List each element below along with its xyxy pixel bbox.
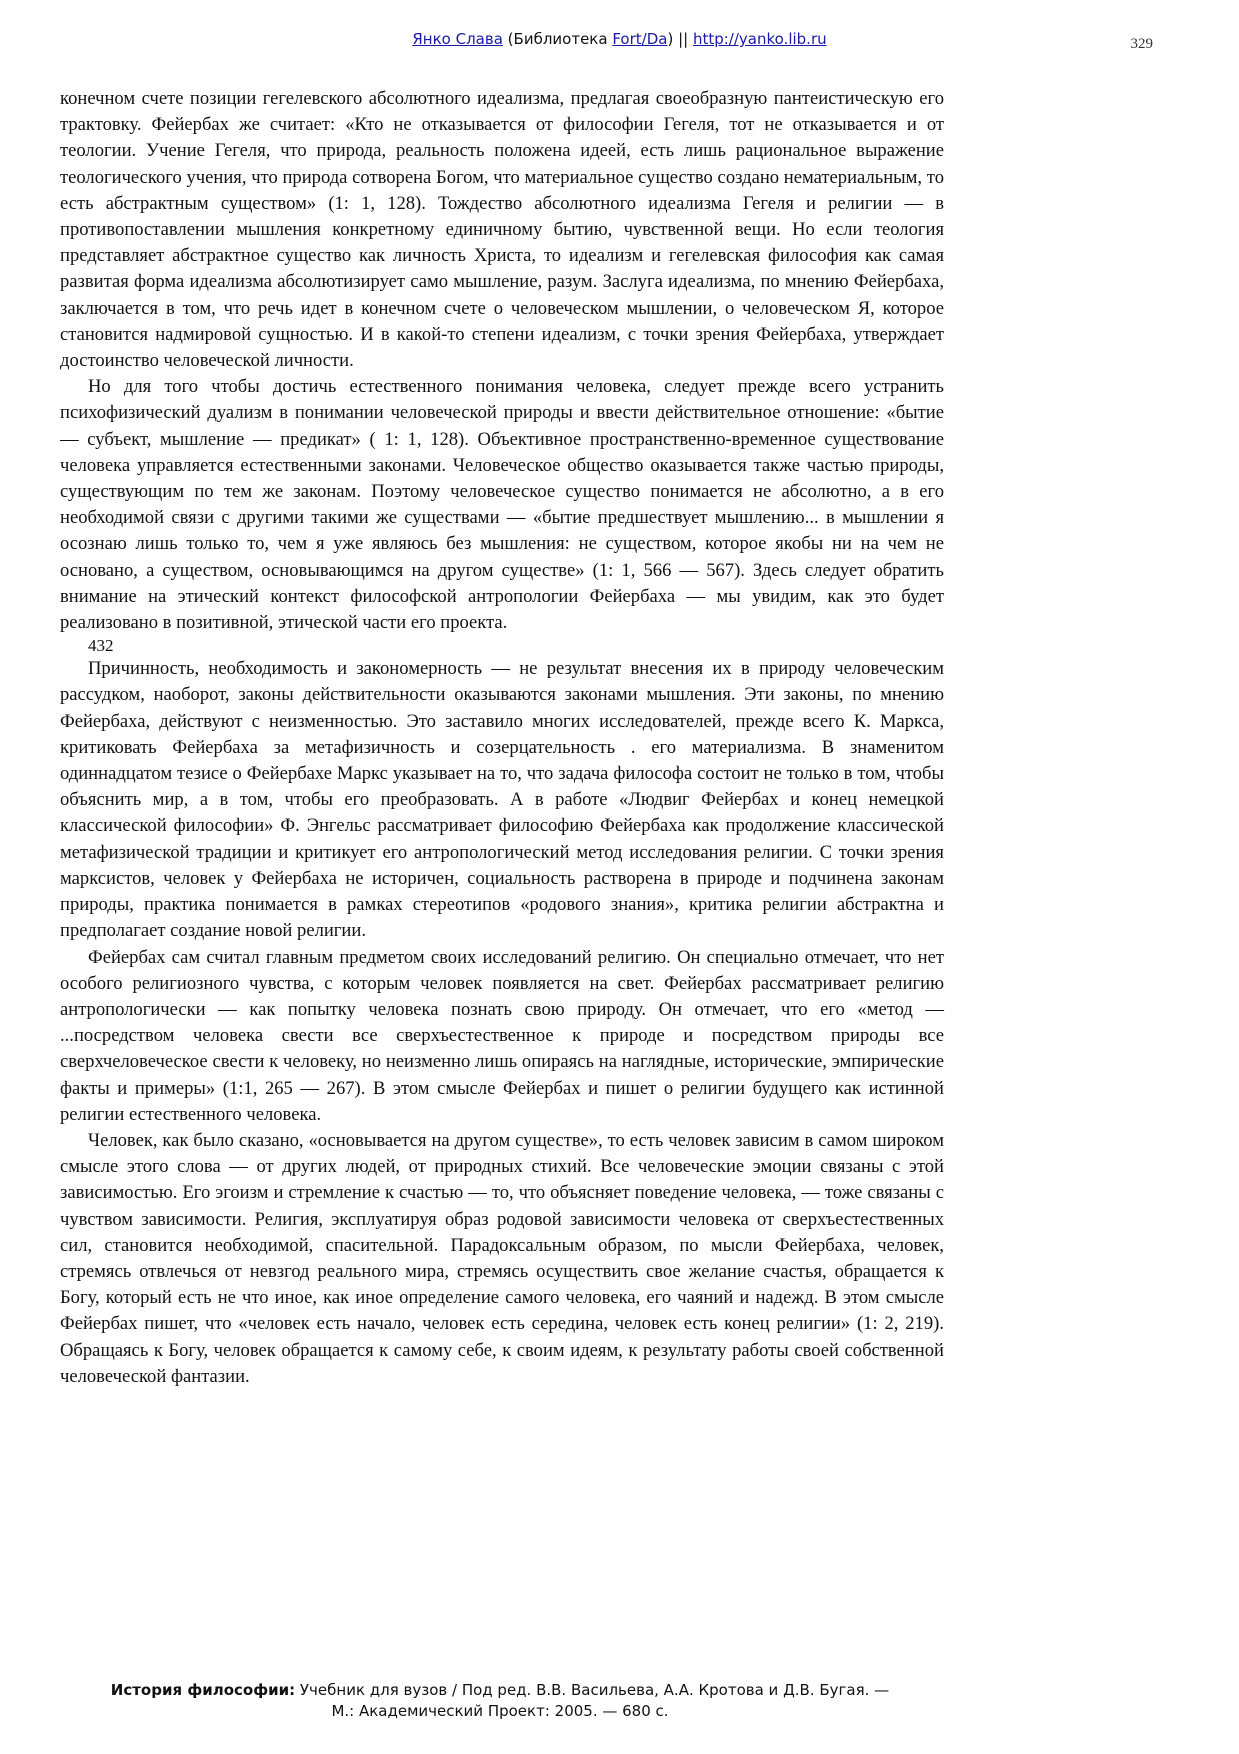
page-number: 329 [1130,36,1153,52]
citation-line-1: Учебник для вузов / Под ред. В.В. Васильева, А.А. Кротова и Д.В. Бугая. — [295,1681,890,1699]
book-citation [0,1680,1000,1722]
margin-page-number: 432 [88,636,114,656]
main-text [60,86,944,1390]
citation-line-2: М.: Академический Проект: 2005. — 680 с. [331,1702,669,1720]
library-label-open: (Библиотека [502,30,613,48]
page-header [0,30,1239,48]
library-label-close: ) || [667,30,693,48]
site-link[interactable]: http://yanko.lib.ru [692,30,827,48]
paragraph-1: конечном счете позиции гегелевского абсолютного идеализма, предлагая своеобразную пантеистическую его трактовку. Фейербах же считает: «Кто не отказывается от философии Гегеля, тот не отказывается и от теологии. Учение Гегеля, что природа, реальность положена идеей, есть лишь рациональное выражение теологического учения, что природа сотворена Богом, что материальное существо создано нематериальным, то есть абстрактным существом» (1: 1, 128). Тождество абсолютного идеализма Гегеля и религии — в противопоставлении мышления конкретному единичному бытию, чувственной вещи. Но если теология представляет абстрактное существо как личность Христа, то идеализм и гегелевская философия как самая развитая форма идеализма абсолютизирует само мышление, разум. Заслуга идеализма, по мнению Фейербаха, заключается в том, что речь идет в конечном счете о человеческом мышлении, о человеческом Я, которое становится надмировой сущностью. И в какой-то степени идеализм, с точки зрения Фейербаха, утверждает достоинство человеческой личности. [60,88,944,372]
fortda-link[interactable]: Fort/Da [612,30,668,48]
book-title: История философии: [110,1681,296,1699]
paragraph-4: Фейербах сам считал главным предметом своих исследований религию. Он специально отмечает, что нет особого религиозного чувства, с которым человек появляется на свет. Фейербах рассматривает религию антропологически — как попытку человека познать свою природу. Он отмечает, что его «метод — ...посредством человека свести все сверхъестественное к природе и посредством природы все сверхчеловеческое свести к человеку, но неизменно лишь опираясь на наглядные, исторические, эмпирические факты и примеры» (1:1, 265 — 267). В этом смысле Фейербах и пишет о религии будущего как истинной религии естественного человека. [60,946,944,1125]
paragraph-3: Причинность, необходимость и закономерность — не результат внесения их в природу человеческим рассудком, наоборот, законы действительности оказываются законами мышления. Эти законы, по мнению Фейербаха, действуют с неизменностью. Это заставило многих исследователей, прежде всего К. Маркса, критиковать Фейербаха за метафизичность и созерцательность . его материализма. В знаменитом одиннадцатом тезисе о Фейербахе Маркс указывает на то, что задача философа состоит не только в том, чтобы объяснить мир, а в том, чтобы его преобразовать. А в работе «Людвиг Фейербах и конец немецкой классической философии» Ф. Энгельс рассматривает философию Фейербаха как продолжение классической метафизической традиции и критикует его антропологический метод исследования религии. С точки зрения марксистов, человек у Фейербаха не историчен, социальность растворена в природе и подчинена законам природы, практика понимается в рамках стереотипов «родового знания», критика религии абстрактна и предполагает создание новой религии. [60,658,944,942]
paragraph-5: Человек, как было сказано, «основывается на другом существе», то есть человек зависим в самом широком смысле этого слова — от других людей, от природных стихий. Все человеческие эмоции связаны с этой зависимостью. Его эгоизм и стремление к счастью — то, что объясняет поведение человека, — тоже связаны с чувством зависимости. Религия, эксплуатируя образ родовой зависимости человека от сверхъестественных сил, становится необходимой, спасительной. Парадоксальным образом, по мысли Фейербаха, человек, стремясь отвлечься от невзгод реального мира, стремясь осуществить свое желание счастья, обращается к Богу, который есть не что иное, как иное определение самого человека, его чаяний и надежд. В этом смысле Фейербах пишет, что «человек есть начало, человек есть середина, человек есть конец религии» (1: 2, 219). Обращаясь к Богу, человек обращается к самому себе, к своим идеям, к результату работы своей собственной человеческой фантазии. [60,1129,944,1387]
author-link[interactable]: Янко Слава [412,30,503,48]
paragraph-2: Но для того чтобы достичь естественного понимания человека, следует прежде всего устранить психофизический дуализм в понимании человеческой природы и ввести действительное отношение: «бытие — субъект, мышление — предикат» ( 1: 1, 128). Объективное пространственно-временное существование человека управляется естественными законами. Человеческое общество оказывается также частью природы, существующим по тем же законам. Поэтому человеческое существо понимается не абсолютно, а в его необходимой связи с другими такими же существами — «бытие предшествует мышлению... в мышлении я осознаю лишь только то, чем я уже являюсь без мышления: не существом, которое якобы ни на чем не основано, а существом, основывающимся на другом существе» (1: 1, 566 — 567). Здесь следует обратить внимание на этический контекст философской антропологии Фейербаха — мы увидим, как это будет реализовано в позитивной, этической части его проекта. [60,376,944,634]
